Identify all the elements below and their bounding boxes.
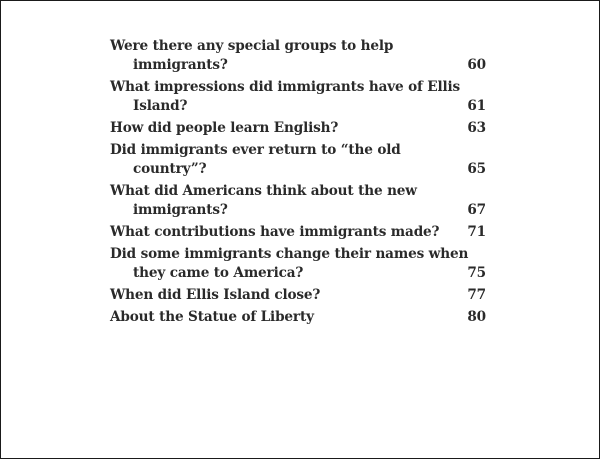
toc-entry-change-names	[110, 245, 486, 283]
toc-entry-text: What contributions have immigrants made?	[110, 224, 440, 240]
toc-entry-text: How did people learn English?	[110, 120, 339, 136]
toc-entry-contributions	[110, 223, 486, 242]
toc-page-number: 65	[467, 161, 486, 177]
toc-page-number: 77	[467, 287, 486, 303]
toc-entry-text: When did Ellis Island close?	[110, 287, 321, 303]
toc-entry-ellis-close	[110, 286, 486, 305]
toc-page-number: 60	[467, 57, 486, 73]
toc-page-number: 67	[467, 202, 486, 218]
toc-entry-americans-think	[110, 182, 486, 220]
toc-entry-text: What did Americans think about the new	[110, 183, 417, 199]
toc-entry-impressions	[110, 78, 486, 116]
toc-entry-text: What impressions did immigrants have of Ellis	[110, 79, 461, 95]
toc-entry-learn-english	[110, 119, 486, 138]
toc-entry-text: Were there any special groups to help	[110, 38, 394, 54]
toc-entry-text: About the Statue of Liberty	[110, 309, 314, 325]
toc-entry-text-continued: Island?	[133, 98, 188, 114]
toc-entry-special-groups	[110, 37, 486, 75]
toc-entry-text: Did immigrants ever return to “the old	[110, 142, 401, 158]
toc-page-number: 71	[467, 224, 486, 240]
toc-page-number: 61	[467, 98, 486, 114]
toc-page-number: 63	[467, 120, 486, 136]
toc-entry-text-continued: immigrants?	[133, 202, 228, 218]
toc-entry-statue-liberty	[110, 308, 486, 327]
toc-entry-text: Did some immigrants change their names when	[110, 246, 469, 262]
table-of-contents	[110, 37, 486, 330]
toc-entry-text-continued: they came to America?	[133, 265, 304, 281]
toc-entry-text-continued: immigrants?	[133, 57, 228, 73]
toc-page-number: 80	[467, 309, 486, 325]
toc-entry-return-old-country	[110, 141, 486, 179]
toc-page-number: 75	[467, 265, 486, 281]
toc-entry-text-continued: country”?	[133, 161, 207, 177]
